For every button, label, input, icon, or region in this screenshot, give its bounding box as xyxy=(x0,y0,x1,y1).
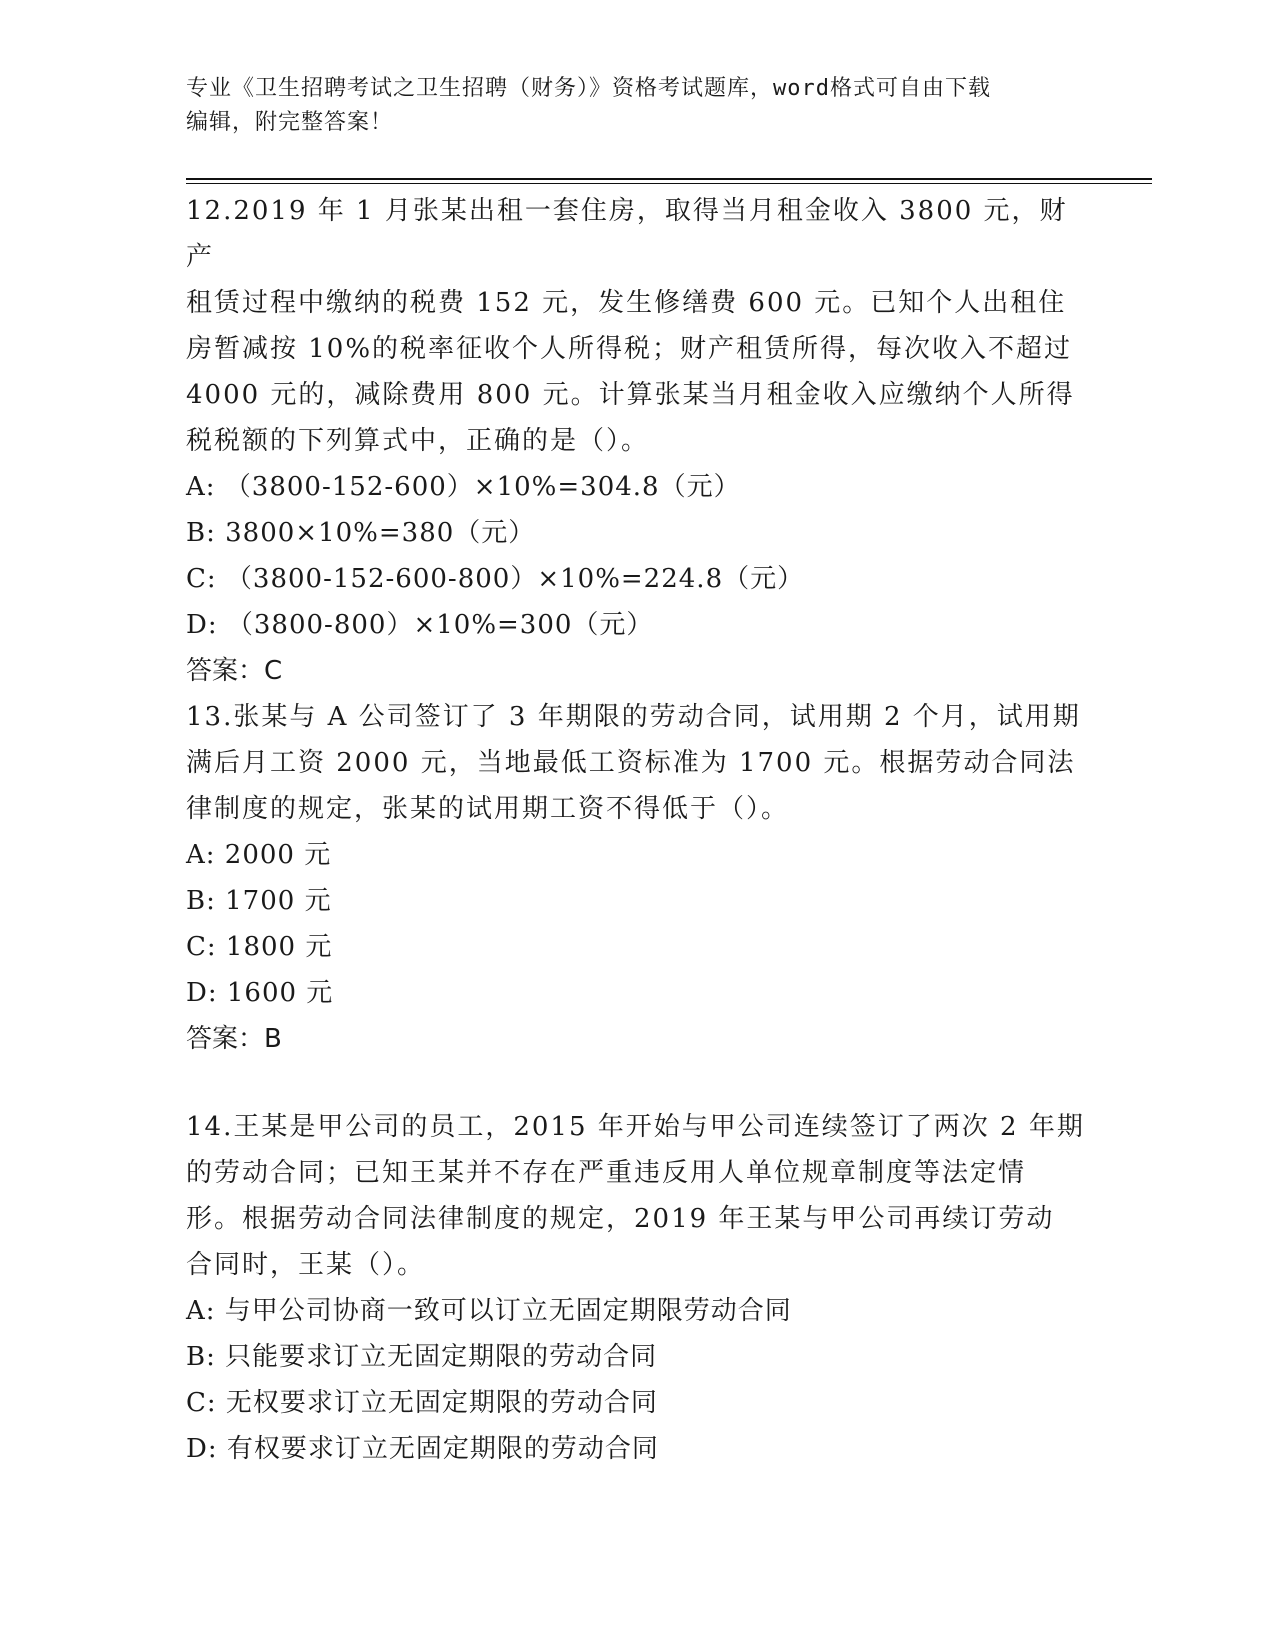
header-line-2: 编辑，附完整答案！ xyxy=(186,110,394,135)
question-12 xyxy=(186,188,1086,694)
header-line-1: 专业《卫生招聘考试之卫生招聘（财务）》资格考试题库，word格式可自由下载 xyxy=(186,76,991,101)
option-c: C: 1800 元 xyxy=(186,932,333,962)
option-b: B: 只能要求订立无固定期限的劳动合同 xyxy=(186,1342,658,1372)
option-b: B: 1700 元 xyxy=(186,886,332,916)
option-b: B: 3800×10%=380（元） xyxy=(186,518,536,548)
question-text-line: 律制度的规定，张某的试用期工资不得低于（）。 xyxy=(186,794,790,824)
question-14 xyxy=(186,1104,1086,1472)
document-header xyxy=(186,72,1086,140)
question-text-line: 租赁过程中缴纳的税费 152 元，发生修缮费 600 元。已知个人出租住 xyxy=(186,288,1067,318)
question-text-line: 税税额的下列算式中，正确的是（）。 xyxy=(186,426,650,456)
answer: 答案：B xyxy=(186,1024,282,1054)
option-c: C: （3800-152-600-800）×10%=224.8（元） xyxy=(186,564,805,594)
option-a: A: 与甲公司协商一致可以订立无固定期限劳动合同 xyxy=(186,1296,792,1326)
option-d: D: 有权要求订立无固定期限的劳动合同 xyxy=(186,1434,659,1464)
option-c: C: 无权要求订立无固定期限的劳动合同 xyxy=(186,1388,658,1418)
question-13 xyxy=(186,694,1086,1062)
option-a: A: （3800-152-600）×10%=304.8（元） xyxy=(186,472,741,502)
question-text-line: 形。根据劳动合同法律制度的规定，2019 年王某与甲公司再续订劳动 xyxy=(186,1204,1055,1234)
question-text-line: 房暂减按 10%的税率征收个人所得税；财产租赁所得，每次收入不超过 xyxy=(186,334,1073,364)
question-text-line: 14.王某是甲公司的员工，2015 年开始与甲公司连续签订了两次 2 年期 xyxy=(186,1112,1085,1142)
header-divider xyxy=(186,178,1152,180)
question-text-line: 4000 元的，减除费用 800 元。计算张某当月租金收入应缴纳个人所得 xyxy=(186,380,1075,410)
option-d: D: 1600 元 xyxy=(186,978,334,1008)
answer: 答案：C xyxy=(186,656,283,686)
question-text-line: 13.张某与 A 公司签订了 3 年期限的劳动合同，试用期 2 个月，试用期 xyxy=(186,702,1081,732)
header-divider-thin xyxy=(186,183,1152,184)
question-text-line: 合同时，王某（）。 xyxy=(186,1250,426,1280)
question-text-line: 的劳动合同；已知王某并不存在严重违反用人单位规章制度等法定情 xyxy=(186,1158,1027,1188)
question-text-line: 满后月工资 2000 元，当地最低工资标准为 1700 元。根据劳动合同法 xyxy=(186,748,1076,778)
question-text-line: 12.2019 年 1 月张某出租一套住房，取得当月租金收入 3800 元，财产 xyxy=(186,196,1068,272)
option-d: D: （3800-800）×10%=300（元） xyxy=(186,610,654,640)
option-a: A: 2000 元 xyxy=(186,840,332,870)
